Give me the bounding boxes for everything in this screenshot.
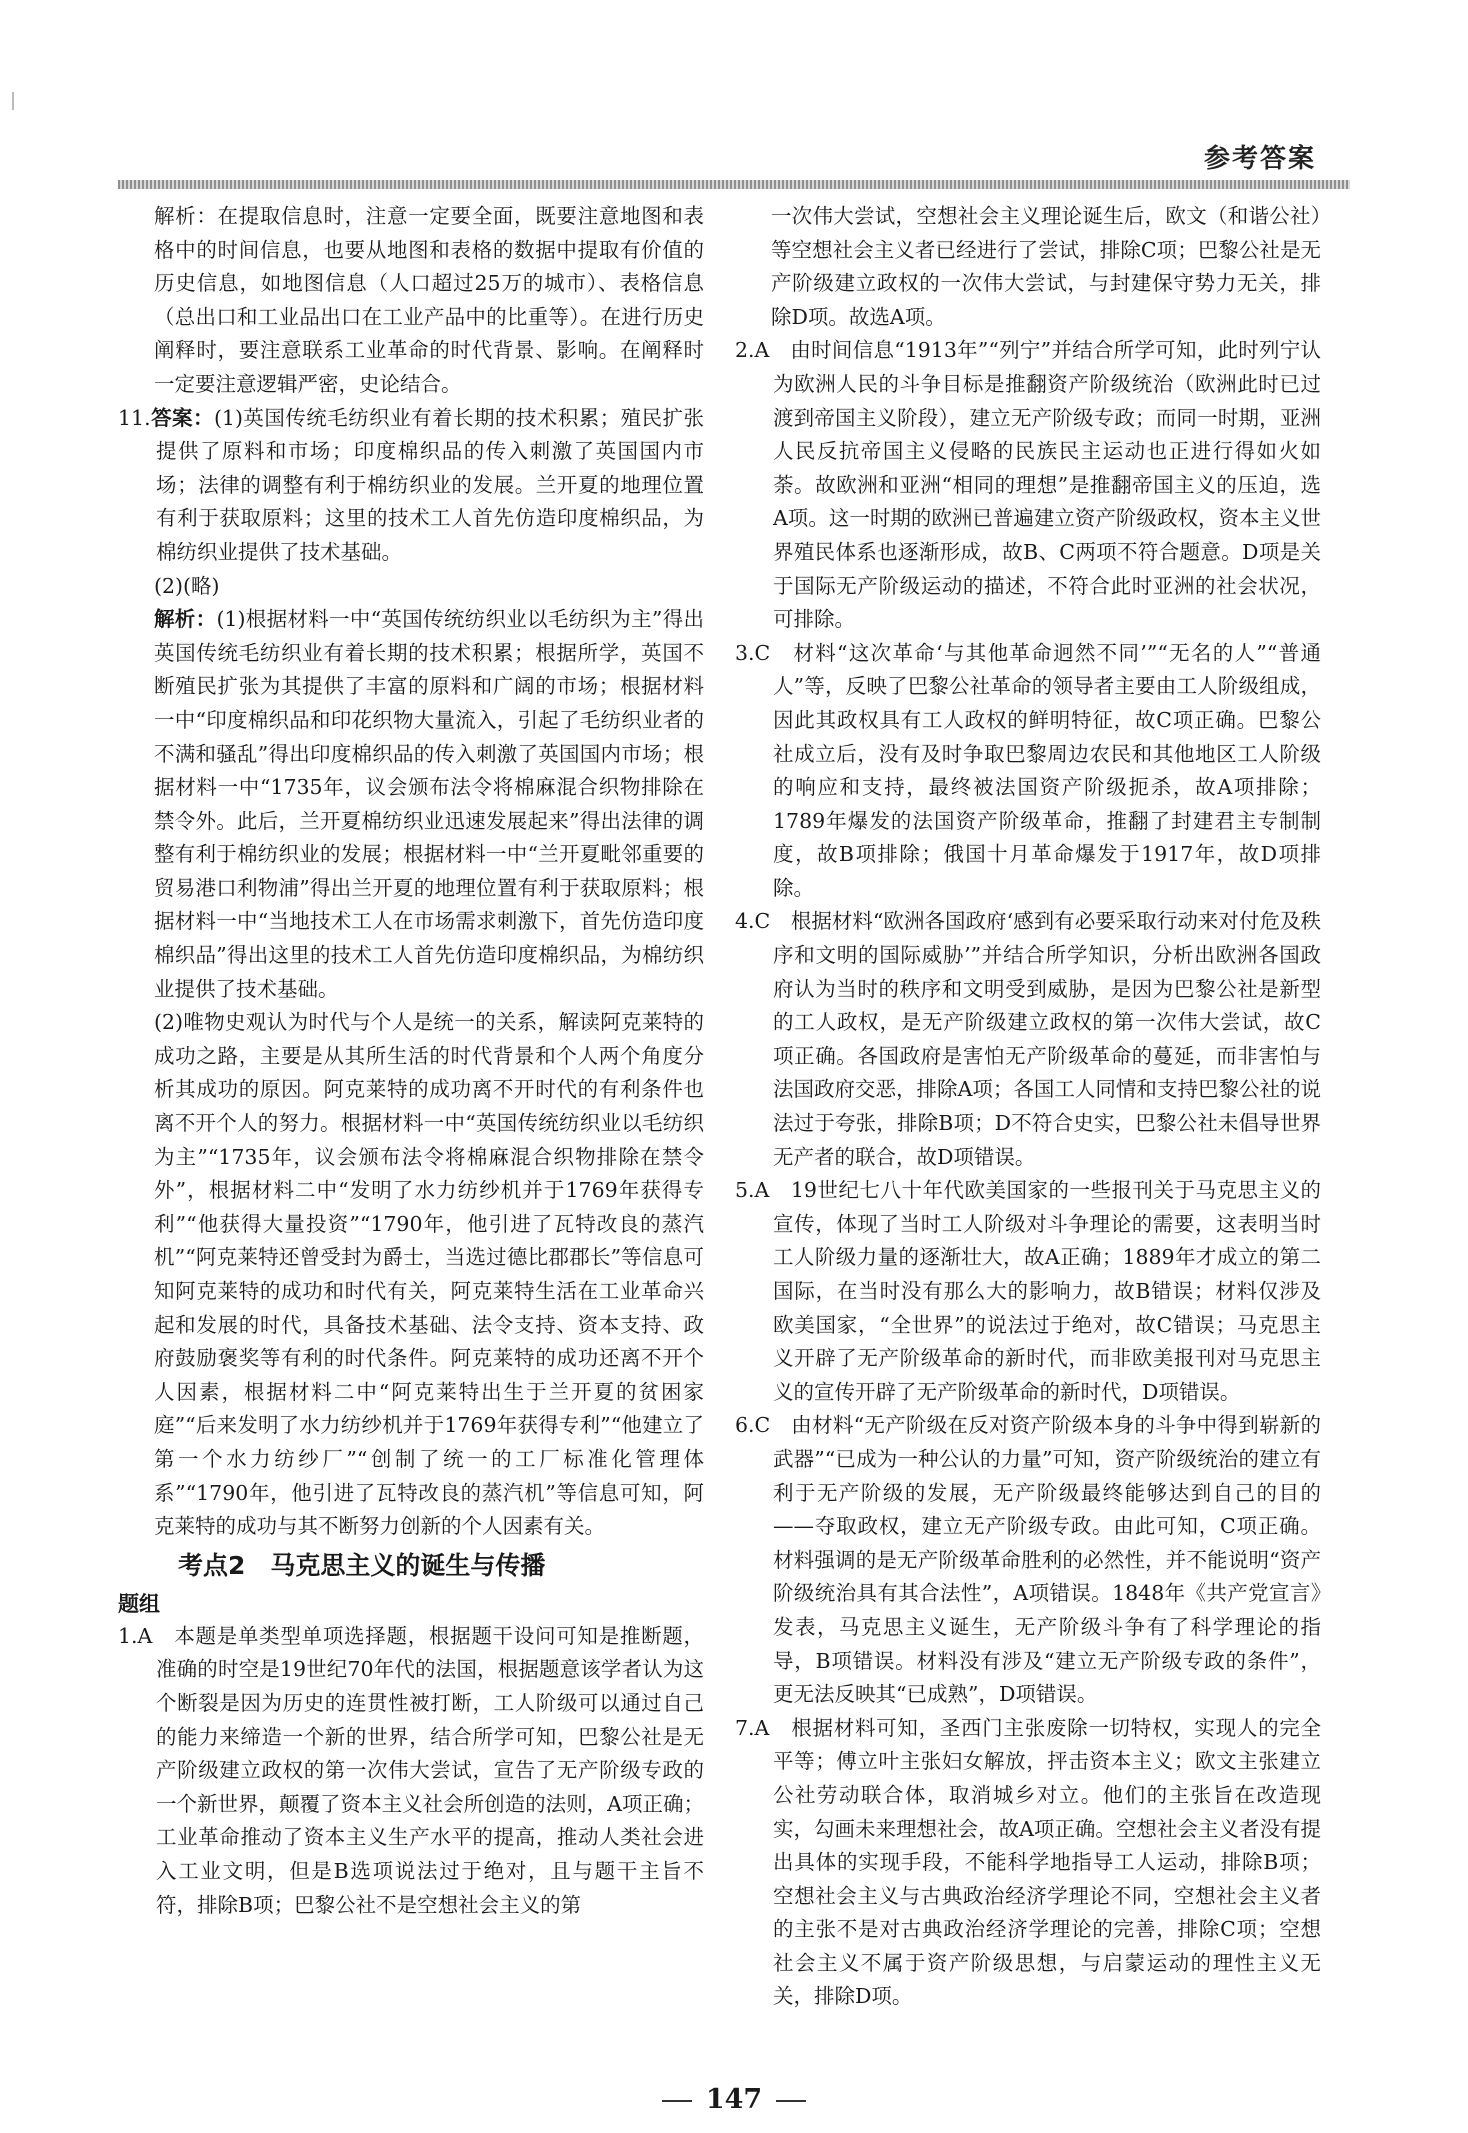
group-label: 题组 [118, 1591, 160, 1616]
question-text: 19世纪七八十年代欧美国家的一些报刊关于马克思主义的宣传，体现了当时工人阶级对斗争理论的需要，这表明当时工人阶级力量的逐渐壮大，故A正确；1889年才成立的第二国际，在当时没有那么大的影响力，故B错误；材料仅涉及欧美国家，“全世界”的说法过于绝对，故C错误；马克思主义开辟了无产阶级革命的新时代，而非欧美报刊对马克思主义的宣传开辟了无产阶级革命的新时代，D项错误。 [773, 1178, 1322, 1404]
question-number: 7.A [735, 1715, 770, 1740]
question-text: 根据材料“欧洲各国政府‘感到有必要采取行动来对付危及秩序和文明的国际威胁’”并结合所学知识，分析出欧洲各国政府认为当时的秩序和文明受到威胁，是因为巴黎公社是新型的工人政权，是无产阶级建立政权的第一次伟大尝试，故C项正确。各国政府是害怕无产阶级革命的蔓延，而非害怕与法国政府交恶，排除A项；各国工人同情和支持巴黎公社的说法过于夸张，排除B项；D不符合史实，巴黎公社未倡导世界无产者的联合，故D项错误。 [773, 909, 1322, 1169]
question-1-continued: 一次伟大尝试，空想社会主义理论诞生后，欧文（和谐公社）等空想社会主义者已经进行了尝试，排除C项；巴黎公社是无产阶级建立政权的一次伟大尝试，与封建保守势力无关，排除D项。故选A项。 [771, 204, 1321, 329]
question-3 [735, 637, 1321, 906]
answer-label: 答案： [150, 405, 214, 430]
question-number: 1.A [118, 1623, 153, 1648]
analysis-10: 解析：在提取信息时，注意一定要全面，既要注意地图和表格中的时间信息，也要从地图和表格的数据中提取有价值的历史信息，如地图信息（人口超过25万的城市）、表格信息（总出口和工业品出口在工业产品中的比重等）。在进行历史阐释时，要注意联系工业革命的时代背景、影响。在阐释时一定要注意逻辑严密，史论结合。 [154, 204, 704, 396]
question-2 [735, 334, 1321, 636]
question-1 [118, 1620, 704, 1922]
edge-mark [12, 92, 14, 110]
analysis-label: 解析： [154, 607, 217, 632]
question-number: 6.C [735, 1413, 771, 1438]
analysis-text-2: (2)唯物史观认为时代与个人是统一的关系，解读阿克莱特的成功之路，主要是从其所生活的时代背景和个人两个角度分析其成功的原因。阿克莱特的成功离不开时代的有利条件也离不开个人的努力。根据材料一中“英国传统纺织业以毛纺织为主”“1735年，议会颁布法令将棉麻混合织物排除在禁令外”，根据材料二中“发明了水力纺纱机并于1769年获得专利”“他获得大量投资”“1790年，他引进了瓦特改良的蒸汽机”“阿克莱特还曾受封为爵士，当选过德比郡郡长”等信息可知阿克莱特的成功和时代有关，阿克莱特生活在工业革命兴起和发展的时代，具备技术基础、法令支持、资本支持、政府鼓励褒奖等有利的时代条件。阿克莱特的成功还离不开个人因素，根据材料二中“阿克莱特出生于兰开夏的贫困家庭”“后来发明了水力纺纱机并于1769年获得专利”“他建立了第一个水力纺纱厂”“创制了统一的工厂标准化管理体系”“1790年，他引进了瓦特改良的蒸汽机”等信息可知，阿克莱特的成功与其不断努力创新的个人因素有关。 [154, 1010, 704, 1539]
question-text: 由时间信息“1913年”“列宁”并结合所学可知，此时列宁认为欧洲人民的斗争目标是推翻资产阶级统治（欧洲此时已过渡到帝国主义阶段），建立无产阶级专政；而同一时期，亚洲人民反抗帝国主义侵略的民族民主运动也正进行得如火如荼。故欧洲和亚洲“相同的理想”是推翻帝国主义的压迫，选A项。这一时期的欧洲已普遍建立资产阶级政权，资本主义世界殖民体系也逐渐形成，故B、C两项不符合题意。D项是关于国际无产阶级运动的描述，不符合此时亚洲的社会状况，可排除。 [773, 338, 1322, 632]
question-number: 11. [118, 405, 151, 430]
analysis-text-1: (1)根据材料一中“英国传统纺织业以毛纺织为主”得出英国传统毛纺织业有着长期的技术积累；根据所学，英国不断殖民扩张为其提供了丰富的原料和广阔的市场；根据材料一中“印度棉织品和印花织物大量流入，引起了毛纺织业者的不满和骚乱”得出印度棉织品的传入刺激了英国国内市场；根据材料一中“1735年，议会颁布法令将棉麻混合织物排除在禁令外。此后，兰开夏棉纺织业迅速发展起来”得出法律的调整有利于棉纺织业的发展；根据材料一中“兰开夏毗邻重要的贸易港口利物浦”得出兰开夏的地理位置有利于获取原料；根据材料一中“当地技术工人在市场需求刺激下，首先仿造印度棉织品”得出这里的技术工人首先仿造印度棉织品，为棉纺织业提供了技术基础。 [154, 607, 705, 1001]
section-heading: 考点2 马克思主义的诞生与传播 [178, 1550, 546, 1580]
question-number: 2.A [735, 338, 770, 363]
question-4 [735, 905, 1321, 1174]
header-label: 参考答案 [1203, 144, 1316, 174]
question-text: 材料“这次革命‘与其他革命迥然不同’”“无名的人”“普通人”等，反映了巴黎公社革命的领导者主要由工人阶级组成，因此其政权具有工人政权的鲜明特征，故C项正确。巴黎公社成立后，没有及时争取巴黎周边农民和其他地区工人阶级的响应和支持，最终被法国资产阶级扼杀，故A项排除；1789年爆发的法国资产阶级革命，推翻了封建君主专制制度，故B项排除；俄国十月革命爆发于1917年，故D项排除。 [773, 640, 1321, 900]
header-rule [118, 180, 1350, 189]
question-6 [735, 1409, 1321, 1711]
page-number [0, 2084, 1468, 2115]
right-column [735, 200, 1321, 2014]
question-text: 根据材料可知，圣西门主张废除一切特权，实现人的完全平等；傅立叶主张妇女解放，抨击资本主义；欧文主张建立公社劳动联合体，取消城乡对立。他们的主张旨在改造现实，勾画未来理想社会，故A项正确。空想社会主义者没有提出具体的实现手段，不能科学地指导工人运动，排除B项；空想社会主义与古典政治经济学理论不同，空想社会主义者的主张不是对古典政治经济学理论的完善，排除C项；空想社会主义不属于资产阶级思想，与启蒙运动的理性主义无关，排除D项。 [773, 1715, 1322, 2009]
question-5 [735, 1174, 1321, 1409]
question-11-answer [118, 402, 704, 570]
page-number-dash-left [662, 2100, 692, 2102]
answer-text: (1)英国传统毛纺织业有着长期的技术积累；殖民扩张提供了原料和市场；印度棉织品的传入刺激了英国国内市场；法律的调整有利于棉纺织业的发展。兰开夏的地理位置有利于获取原料；这里的技术工人首先仿造印度棉织品，为棉纺织业提供了技术基础。 [156, 405, 704, 564]
question-number: 4.C [735, 909, 771, 934]
question-number: 3.C [735, 640, 771, 665]
question-number: 5.A [735, 1178, 770, 1203]
page-number-value: 147 [705, 2084, 763, 2115]
question-11-analysis [118, 603, 704, 1006]
page-number-dash-right [776, 2100, 806, 2102]
question-text: 本题是单类型单项选择题，根据题干设问可知是推断题，准确的时空是19世纪70年代的法国，根据题意该学者认为这个断裂是因为历史的连贯性被打断，工人阶级可以通过自己的能力来缔造一个新的世界，结合所学可知，巴黎公社是无产阶级建立政权的第一次伟大尝试，宣告了无产阶级专政的一个新世界，颠覆了资本主义社会所创造的法则，A项正确；工业革命推动了资本主义生产水平的提高，推动人类社会进入工业文明，但是B选项说法过于绝对，且与题干主旨不符，排除B项；巴黎公社不是空想社会主义的第 [156, 1623, 705, 1917]
answer-part-2: (2)(略) [154, 573, 220, 598]
left-column [118, 200, 704, 1922]
question-7 [735, 1712, 1321, 2014]
question-text: 由材料“无产阶级在反对资产阶级本身的斗争中得到崭新的武器”“已成为一种公认的力量”可知，资产阶级统治的建立有利于无产阶级的发展，无产阶级最终能够达到自己的目的——夺取政权，建立无产阶级专政。由此可知，C项正确。材料强调的是无产阶级革命胜利的必然性，并不能说明“资产阶级统治具有其合法性”，A项错误。1848年《共产党宣言》发表，马克思主义诞生，无产阶级斗争有了科学理论的指导，B项错误。材料没有涉及“建立无产阶级专政的条件”，更无法反映其“已成熟”，D项错误。 [773, 1413, 1322, 1707]
